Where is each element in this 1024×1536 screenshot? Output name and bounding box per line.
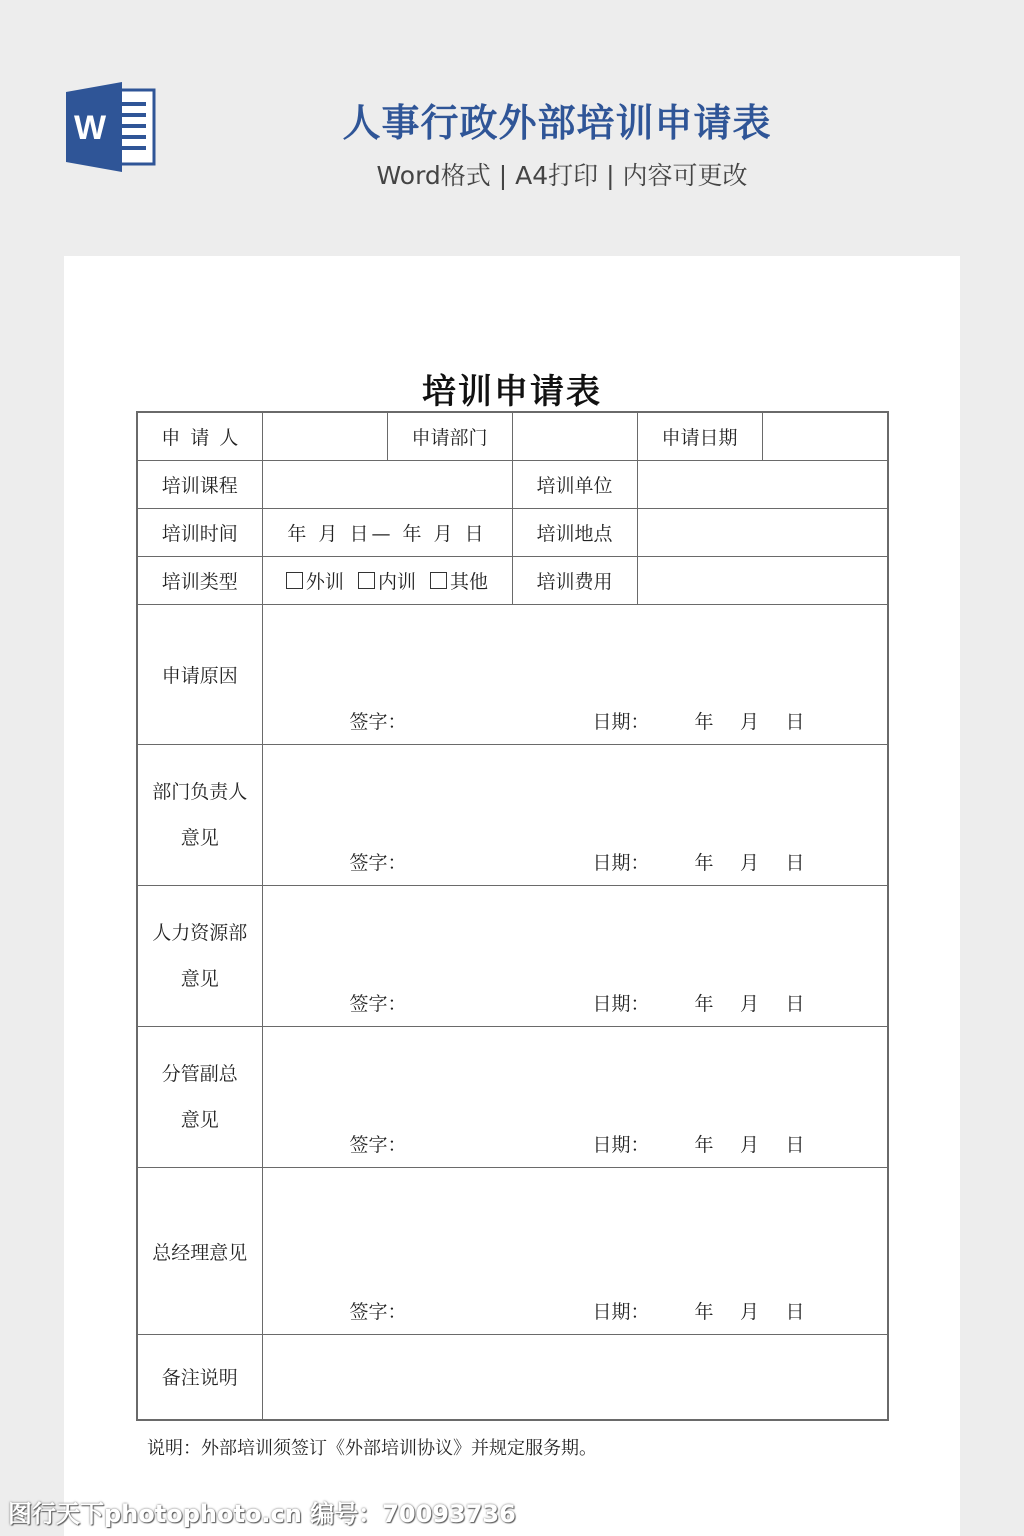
- form-row-hr: [137, 886, 888, 1027]
- ymd: [695, 707, 805, 734]
- signature-label: 签字：: [349, 711, 407, 733]
- type-option-internal[interactable]: [358, 567, 416, 594]
- form-row-reason: [137, 605, 888, 745]
- ymd: [695, 989, 805, 1016]
- form-row-notes: [137, 1335, 888, 1420]
- signature-label: 签字：: [349, 993, 407, 1015]
- month-label: 月: [739, 1301, 759, 1323]
- training-time-label: 培训时间: [137, 509, 262, 557]
- option-label: 其他: [450, 571, 489, 593]
- section-label-line1: 分管副总: [161, 1063, 238, 1085]
- form-row-gm: [137, 1168, 888, 1335]
- section-field[interactable]: [262, 745, 888, 886]
- signature-label: 签字：: [349, 1301, 407, 1323]
- section-label-line2: 意见: [180, 827, 219, 849]
- date-label: 日期：: [592, 852, 650, 874]
- section-label-line1: 人力资源部: [152, 922, 248, 944]
- year-label: 年: [694, 993, 714, 1015]
- department-field[interactable]: [512, 412, 637, 461]
- section-label: [137, 1168, 262, 1335]
- section-field[interactable]: [262, 1027, 888, 1168]
- section-label: [137, 886, 262, 1027]
- form-footnote: 说明：外部培训须签订《外部培训协议》并规定服务期。: [147, 1438, 597, 1459]
- training-type-label: 培训类型: [137, 557, 262, 605]
- form-row-vp: [137, 1027, 888, 1168]
- day-label: 日: [785, 1134, 805, 1156]
- applicant-field[interactable]: [262, 412, 387, 461]
- day-label: 日: [785, 852, 805, 874]
- training-type-options: [262, 557, 512, 605]
- section-label-line2: 意见: [180, 968, 219, 990]
- form-row-applicant: [137, 412, 888, 461]
- section-field[interactable]: [262, 886, 888, 1027]
- checkbox[interactable]: [430, 572, 447, 589]
- form-row-course: [137, 461, 888, 509]
- training-cost-label: 培训费用: [512, 557, 637, 605]
- form-row-type: [137, 557, 888, 605]
- application-form-table: [136, 411, 889, 1421]
- month-label: 月: [739, 1134, 759, 1156]
- word-icon-letter: W: [73, 109, 107, 147]
- applicant-label: 申请人: [137, 412, 262, 461]
- page-subtitle: Word格式 | A4打印 | 内容可更改: [376, 161, 748, 190]
- day-label: 日: [785, 711, 805, 733]
- training-time-field[interactable]: 年 月 日— 年 月 日: [262, 509, 512, 557]
- signature-label: 签字：: [349, 1134, 407, 1156]
- date-label: 日期：: [592, 711, 650, 733]
- apply-date-field[interactable]: [762, 412, 888, 461]
- notes-field[interactable]: [262, 1335, 888, 1420]
- month-label: 月: [739, 852, 759, 874]
- month-label: 月: [739, 711, 759, 733]
- year-label: 年: [694, 1134, 714, 1156]
- training-org-field[interactable]: [637, 461, 888, 509]
- course-label: 培训课程: [137, 461, 262, 509]
- section-field[interactable]: [262, 605, 888, 745]
- apply-date-label: 申请日期: [637, 412, 762, 461]
- section-field[interactable]: [262, 1168, 888, 1335]
- type-option-other[interactable]: [430, 567, 488, 594]
- option-label: 内训: [377, 571, 416, 593]
- form-title: 培训申请表: [422, 372, 602, 412]
- option-label: 外训: [305, 571, 344, 593]
- section-label-line1: 总经理意见: [152, 1241, 248, 1264]
- form-row-dept-head: [137, 745, 888, 886]
- section-label-line1: 部门负责人: [152, 781, 248, 803]
- date-label: 日期：: [592, 1301, 650, 1323]
- page-title: 人事行政外部培训申请表: [342, 101, 772, 145]
- section-label-line2: 意见: [180, 1109, 219, 1131]
- day-label: 日: [785, 993, 805, 1015]
- date-label: 日期：: [592, 993, 650, 1015]
- day-label: 日: [785, 1301, 805, 1323]
- training-location-field[interactable]: [637, 509, 888, 557]
- training-cost-field[interactable]: [637, 557, 888, 605]
- type-option-external[interactable]: [286, 567, 344, 594]
- section-label: [137, 605, 262, 745]
- ymd: [695, 1130, 805, 1157]
- year-label: 年: [694, 711, 714, 733]
- ymd: [695, 848, 805, 875]
- signature-label: 签字：: [349, 852, 407, 874]
- month-label: 月: [739, 993, 759, 1015]
- ymd: [695, 1297, 805, 1324]
- training-location-label: 培训地点: [512, 509, 637, 557]
- section-label-line1: 申请原因: [161, 665, 238, 687]
- notes-label: 备注说明: [137, 1335, 262, 1420]
- training-org-label: 培训单位: [512, 461, 637, 509]
- form-row-time: [137, 509, 888, 557]
- watermark: 图行天下photophoto.cn 编号：70093736: [8, 1500, 516, 1528]
- section-label: [137, 745, 262, 886]
- checkbox[interactable]: [358, 572, 375, 589]
- year-label: 年: [694, 852, 714, 874]
- date-label: 日期：: [592, 1134, 650, 1156]
- department-label: 申请部门: [387, 412, 512, 461]
- course-field[interactable]: [262, 461, 512, 509]
- checkbox[interactable]: [286, 572, 303, 589]
- year-label: 年: [694, 1301, 714, 1323]
- section-label: [137, 1027, 262, 1168]
